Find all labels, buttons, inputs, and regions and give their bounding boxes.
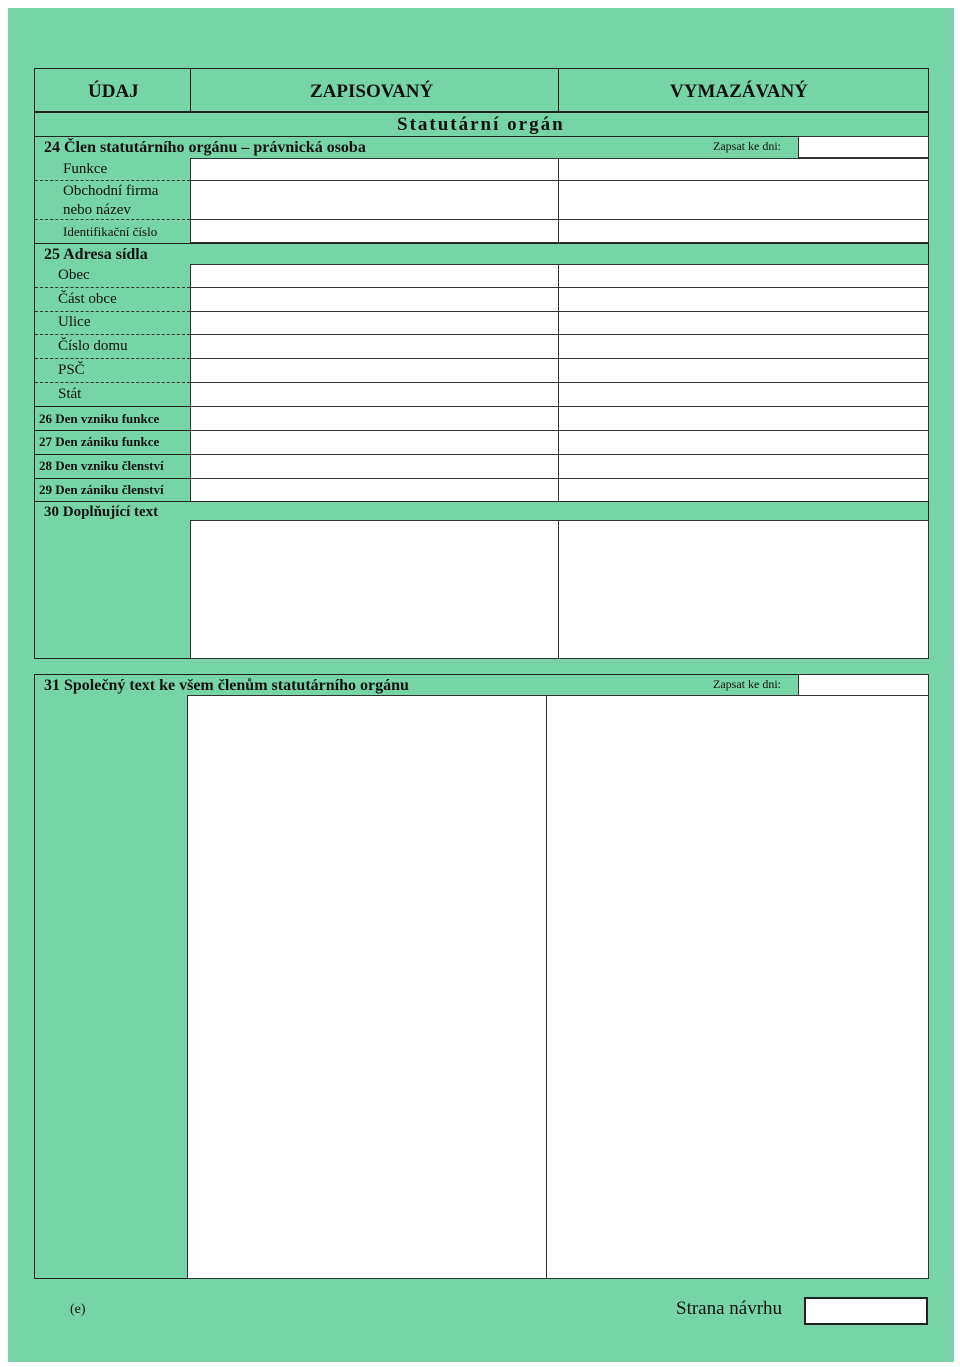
ico-vymazavany-field[interactable]	[558, 219, 929, 243]
separator	[35, 358, 190, 359]
r29-vymazavany-field[interactable]	[558, 478, 929, 502]
label-den-vzniku-clenstvi: 28 Den vzniku členství	[39, 458, 164, 473]
obec-vymazavany-field[interactable]	[558, 264, 929, 288]
row-rule	[34, 454, 190, 455]
header-divider-2	[558, 68, 559, 112]
separator	[35, 334, 190, 335]
section31-zapsat-date-field[interactable]	[798, 674, 929, 696]
section31-zapsat-label: Zapsat ke dni:	[713, 677, 781, 691]
label-obchodni-firma: Obchodní firma	[63, 183, 159, 199]
row-rule	[34, 406, 190, 407]
funkce-vymazavany-field[interactable]	[558, 158, 929, 181]
label-obec: Obec	[58, 267, 90, 283]
separator	[35, 219, 190, 220]
label-ulice: Ulice	[58, 314, 91, 330]
obchodni-firma-vymazavany-field[interactable]	[558, 180, 929, 220]
separator	[35, 180, 190, 181]
section24-zapsat-label: Zapsat ke dni:	[713, 139, 781, 153]
section25-top-rule	[34, 243, 929, 244]
doplnujici-text-zapisovany-field[interactable]	[190, 520, 559, 659]
ulice-vymazavany-field[interactable]	[558, 311, 929, 335]
label-funkce: Funkce	[63, 161, 108, 177]
r27-vymazavany-field[interactable]	[558, 430, 929, 455]
form-code: (e)	[70, 1302, 86, 1317]
section24-zapsat-date-field[interactable]	[798, 136, 929, 158]
row-rule	[34, 478, 190, 479]
strana-navrhu-field[interactable]	[804, 1297, 928, 1325]
r26-zapisovany-field[interactable]	[190, 406, 559, 431]
separator	[35, 382, 190, 383]
section-title-underline	[34, 136, 929, 137]
section31-title: 31 Společný text ke všem členům statutárního orgánu	[44, 677, 409, 694]
ulice-zapisovany-field[interactable]	[190, 311, 559, 335]
row-rule	[34, 501, 929, 502]
label-den-vzniku-funkce: 26 Den vzniku funkce	[39, 411, 160, 426]
label-psc: PSČ	[58, 362, 85, 378]
label-identifikacni-cislo: Identifikační číslo	[63, 224, 158, 239]
obchodni-firma-zapisovany-field[interactable]	[190, 180, 559, 220]
stat-vymazavany-field[interactable]	[558, 382, 929, 407]
funkce-zapisovany-field[interactable]	[190, 158, 559, 181]
doplnujici-text-vymazavany-field[interactable]	[558, 520, 929, 659]
cast-obce-zapisovany-field[interactable]	[190, 287, 559, 312]
column-header-vymazavany: VYMAZÁVANÝ	[670, 81, 808, 102]
cislo-domu-zapisovany-field[interactable]	[190, 334, 559, 359]
strana-navrhu-label: Strana návrhu	[676, 1298, 783, 1319]
r28-zapisovany-field[interactable]	[190, 454, 559, 479]
spolecny-text-vymazavany-field[interactable]	[546, 695, 929, 1279]
label-doplnujici-text: 30 Doplňující text	[44, 504, 159, 520]
label-stat: Stát	[58, 386, 82, 402]
column-header-udaj: ÚDAJ	[88, 81, 139, 102]
label-cislo-domu: Číslo domu	[58, 338, 128, 354]
r29-zapisovany-field[interactable]	[190, 478, 559, 502]
ico-zapisovany-field[interactable]	[190, 219, 559, 243]
r28-vymazavany-field[interactable]	[558, 454, 929, 479]
label-cast-obce: Část obce	[58, 291, 117, 307]
r26-vymazavany-field[interactable]	[558, 406, 929, 431]
section-title: Statutární orgán	[397, 114, 565, 135]
header-divider-1	[190, 68, 191, 112]
cast-obce-vymazavany-field[interactable]	[558, 287, 929, 312]
psc-vymazavany-field[interactable]	[558, 358, 929, 383]
r27-zapisovany-field[interactable]	[190, 430, 559, 455]
section25-title: 25 Adresa sídla	[44, 246, 148, 263]
label-den-zaniku-funkce: 27 Den zániku funkce	[39, 434, 160, 449]
row-rule	[34, 430, 190, 431]
stat-zapisovany-field[interactable]	[190, 382, 559, 407]
separator	[35, 287, 190, 288]
spolecny-text-zapisovany-field[interactable]	[187, 695, 547, 1279]
cislo-domu-vymazavany-field[interactable]	[558, 334, 929, 359]
psc-zapisovany-field[interactable]	[190, 358, 559, 383]
label-nebo-nazev: nebo název	[63, 202, 131, 218]
section24-title: 24 Člen statutárního orgánu – právnická osoba	[44, 139, 366, 156]
separator	[35, 311, 190, 312]
column-header-zapisovany: ZAPISOVANÝ	[310, 81, 434, 102]
label-den-zaniku-clenstvi: 29 Den zániku členství	[39, 482, 164, 497]
obec-zapisovany-field[interactable]	[190, 264, 559, 288]
